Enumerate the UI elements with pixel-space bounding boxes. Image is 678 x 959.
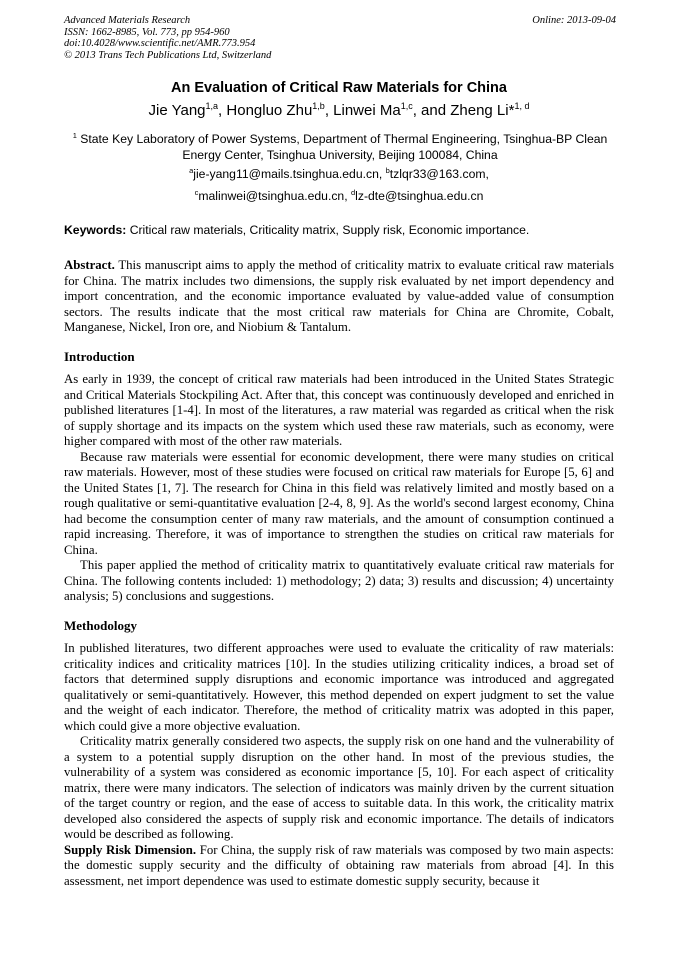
affiliation	[64, 131, 616, 163]
abstract-text: This manuscript aims to apply the method of criticality matrix to evaluate critical raw materials for China. The matrix includes two dimensions, the supply risk evaluated by net import dependency and import concentration, and the economic importance evaluated by value-added value of consumption sectors. The results indicate that the most critical raw materials for China are Chromite, Cobalt, Manganese, Nickel, Iron ore, and Niobium & Tantalum.	[64, 258, 614, 334]
online-date: Online: 2013-09-04	[532, 15, 616, 26]
author-affiliation-mark: 1,a	[205, 101, 219, 111]
email-line-1	[0, 167, 678, 181]
section-heading-methodology: Methodology	[64, 617, 137, 633]
paragraph: Criticality matrix generally considered two aspects, the supply risk on one hand and the vulnerability of a system to a potential supply disruption on the other hand. In most of the previous studies, the vulnerability of a system was considered as economic importance [5, 10]. For each aspect of criticality matrix, there were many indicators. The selection of indicators was mainly driven by the current situation of the target country or region, and the ease of access to suitable data. In this work, the criticality matrix developed also considered the aspects of supply risk and economic importance. The details of indicators would be described as following.	[64, 734, 614, 841]
author-name: Hongluo Zhu	[226, 102, 313, 119]
affiliation-text: State Key Laboratory of Power Systems, Department of Thermal Engineering, Tsinghua-BP Clean Energy Center, Tsinghua University, Beijing 100084, China	[80, 132, 608, 162]
journal-name: Advanced Materials Research	[64, 15, 191, 26]
email-line-2	[0, 189, 678, 203]
author-separator: ,	[218, 102, 227, 119]
author-name: Jie Yang	[148, 102, 206, 119]
issn-line: ISSN: 1662-8985, Vol. 773, pp 954-960	[64, 26, 230, 38]
paragraph-text: For China, the supply risk of raw materials was composed by two main aspects: the domestic supply security and the difficulty of obtaining raw materials from abroad [4]. In this assessment, net import dependence was used to estimate domestic supply security, because it	[64, 842, 614, 888]
subsection-label: Supply Risk Dimension.	[64, 842, 197, 857]
email-address: malinwei@tsinghua.edu.cn,	[198, 189, 351, 203]
paper-body	[64, 258, 614, 889]
keywords	[64, 223, 616, 237]
email-mark: a	[189, 165, 194, 175]
abstract-label: Abstract.	[64, 258, 115, 272]
affiliation-mark: 1	[72, 130, 77, 140]
author-separator: ,	[324, 102, 334, 119]
email-mark: b	[385, 165, 390, 175]
paragraph: This paper applied the method of criticality matrix to quantitatively evaluate critical raw materials for China. The following contents included: 1) methodology; 2) data; 3) results and discussion; 4) uncertainty analysis; 5) conclusions and suggestions.	[64, 558, 614, 603]
author-separator: , and	[412, 102, 451, 119]
author-affiliation-mark: 1,c	[400, 101, 413, 111]
paragraph	[64, 843, 614, 890]
author-affiliation-mark: 1, d	[514, 101, 530, 111]
doi-line: doi:10.4028/www.scientific.net/AMR.773.954	[64, 38, 256, 50]
keywords-text: Critical raw materials, Criticality matrix, Supply risk, Economic importance.	[126, 223, 530, 237]
section-heading-introduction: Introduction	[64, 348, 135, 364]
author-list	[0, 102, 678, 119]
email-address: lz-dte@tsinghua.edu.cn	[355, 189, 484, 203]
abstract	[64, 258, 614, 336]
author-name: Zheng Li*	[450, 102, 515, 119]
journal-header	[64, 15, 616, 61]
email-mark: c	[194, 187, 199, 197]
email-mark: d	[350, 187, 356, 197]
email-address: jie-yang11@mails.tsinghua.edu.cn,	[193, 167, 386, 181]
copyright-line: © 2013 Trans Tech Publications Ltd, Switzerland	[64, 49, 272, 61]
author-name: Linwei Ma	[333, 102, 401, 119]
paragraph: Because raw materials were essential for economic development, there were many studies on critical raw materials. However, most of these studies were focused on critical raw materials for Europe [5, 6] and the United States [1, 7]. The research for China in this field was relatively limited and mostly based on a rough qualitative or semi-quantitative evaluation [2-4, 8, 9]. As the world's second largest economy, China had become the consumption center of many raw materials, and the amount of consumption continued a rapid increasing. Therefore, it was of importance to strengthen the studies on critical raw materials for China.	[64, 449, 614, 557]
paragraph: In published literatures, two different approaches were used to evaluate the criticality of raw materials: criticality indices and criticality matrices [10]. In the studies utilizing criticality indices, a broad set of factors that determined supply disruptions and economic importance was introduced and aggregated qualitatively or semi-quantitatively. However, this method depended on expert judgment to set the value and the weight of each indicator. Therefore, the method of criticality matrix was adopted in this paper, which could give a more objective evaluation.	[64, 641, 614, 733]
keywords-label: Keywords:	[64, 223, 127, 237]
paragraph: As early in 1939, the concept of critical raw materials had been introduced in the United States Strategic and Critical Materials Stockpiling Act. After that, this concept was continuously developed and enriched in published literatures [1-4]. In most of the literatures, a raw material was regarded as critical when the risk of supply shortage and its impacts on the system which used these raw materials, such as economy, were higher compared with most of the other raw materials.	[64, 372, 614, 448]
paper-title: An Evaluation of Critical Raw Materials for China	[171, 80, 507, 96]
email-address: tzlqr33@163.com,	[389, 167, 489, 181]
author-affiliation-mark: 1,b	[312, 101, 325, 111]
